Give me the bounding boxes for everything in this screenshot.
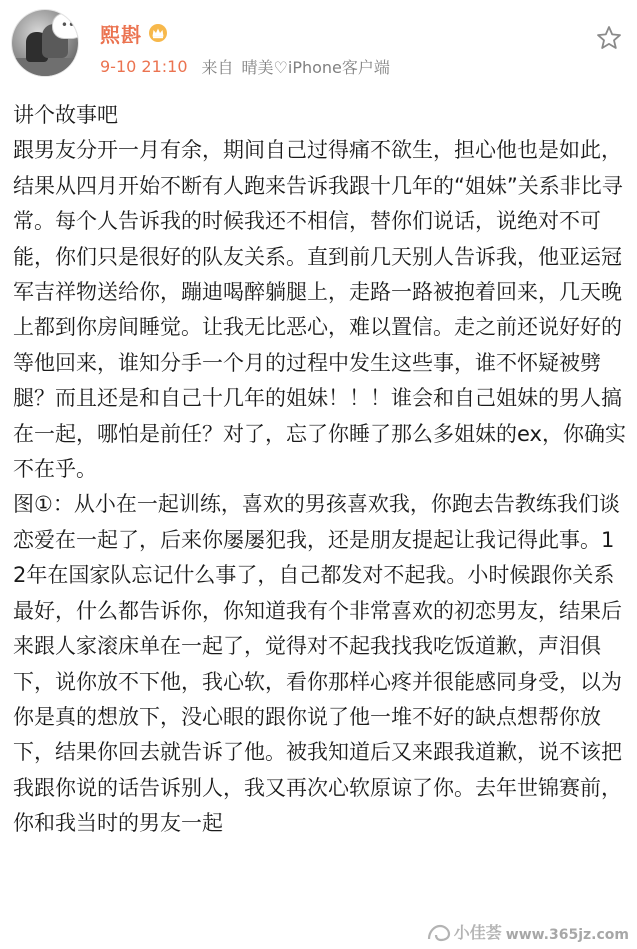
source-client[interactable]: 晴美♡iPhone客户端 bbox=[241, 57, 390, 77]
post-header bbox=[0, 0, 637, 92]
post-timestamp[interactable]: 9-10 21:10 bbox=[100, 56, 188, 76]
watermark-logo-icon bbox=[426, 921, 452, 943]
post-paragraph: 跟男友分开一月有余，期间自己过得痛不欲生，担心他也是如此，结果从四月开始不断有人跑来告诉我跟十几年的“姐妹”关系非比寻常。每个人告诉我的时候我还不相信，替你们说话，说绝对不可能，你们只是很好的队友关系。直到前几天别人告诉我，他亚运冠军吉祥物送给你，蹦迪喝醉躺腿上，走路一路被抱着回来，几天晚上都到你房间睡觉。让我无比恶心，难以置信。走之前还说好好的等他回来，谁知分手一个月的过程中发生这些事，谁不怀疑被劈腿？而且还是和自己十几年的姐妹！！！谁会和自己姐妹的男人搞在一起，哪怕是前任？对了，忘了你睡了那么多姐妹的ex，你确实不在乎。 bbox=[13, 138, 626, 482]
username-row bbox=[100, 18, 168, 48]
source-prefix: 来自 bbox=[201, 57, 234, 77]
star-outline-icon[interactable] bbox=[595, 24, 623, 52]
post-body bbox=[13, 98, 627, 842]
post-paragraph: 图①：从小在一起训练，喜欢的男孩喜欢我，你跑去告教练我们谈恋爱在一起了，后来你屡屡犯我，还是朋友提起让我记得此事。12年在国家队忘记什么事了，自己都发对不起我。小时候跟你关系最好，什么都告诉你，你知道我有个非常喜欢的初恋男友，结果后来跟人家滚床单在一起了，觉得对不起我找我吃饭道歉，声泪俱下，说你放不下他，我心软，看你那样心疼并很能感同身受，以为你是真的想放下，没心眼的跟你说了他一堆不好的缺点想帮你放下，结果你回去就告诉了他。被我知道后又来跟我道歉，说不该把我跟你说的话告诉别人，我又再次心软原谅了你。去年世锦赛前，你和我当时的男友一起 bbox=[13, 492, 622, 836]
username[interactable]: 熙斟 bbox=[100, 22, 142, 47]
site-watermark bbox=[426, 920, 629, 943]
watermark-url: www.365jz.com bbox=[505, 927, 629, 943]
avatar-badge: •• bbox=[52, 13, 78, 39]
post-paragraph: 讲个故事吧 bbox=[13, 103, 118, 127]
post-meta bbox=[100, 54, 390, 78]
watermark-text: 小佳荟 bbox=[453, 923, 502, 942]
avatar[interactable] bbox=[12, 10, 78, 76]
vip-crown-icon bbox=[148, 23, 168, 43]
